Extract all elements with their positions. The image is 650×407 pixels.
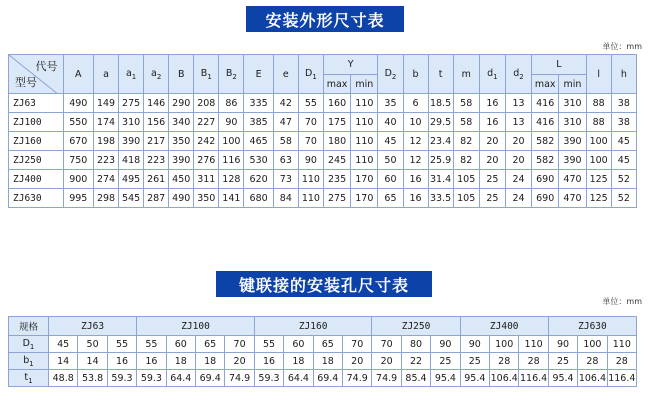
header-cell: $a_2$ [144,55,169,94]
value-cell: 38 [611,113,636,132]
model-label: ZJ400 [9,170,64,189]
header-cell: b [403,55,428,94]
value-cell: 116.4 [607,370,636,387]
value-cell: 86 [219,94,244,113]
header-y-sub: max [323,75,350,94]
value-cell: 175 [323,113,350,132]
value-cell: 29.5 [428,113,453,132]
header-cell: t [428,55,453,94]
header-l: L [532,55,587,75]
value-cell: 25 [479,170,505,189]
header-y-sub: min [351,75,378,94]
value-cell: 100 [586,151,611,170]
value-cell: 690 [532,189,559,208]
value-cell: 64.4 [166,370,195,387]
value-cell: 680 [244,189,273,208]
value-cell: 350 [169,132,194,151]
key-hole-table [8,316,637,387]
value-cell: 82 [453,151,479,170]
value-cell: 31.4 [428,170,453,189]
value-cell: 90 [219,113,244,132]
value-cell: 287 [144,189,169,208]
value-cell: 530 [244,151,273,170]
value-cell: 40 [378,113,403,132]
value-cell: 298 [94,189,119,208]
value-cell: 52 [611,170,636,189]
value-cell: 14 [78,353,107,370]
header-cell: e [273,55,298,94]
value-cell: 385 [244,113,273,132]
param-label: $t_1$ [9,370,49,387]
value-cell: 53.8 [78,370,107,387]
value-cell: 47 [273,113,298,132]
value-cell: 55 [298,94,323,113]
value-cell: 390 [559,151,586,170]
value-cell: 261 [144,170,169,189]
value-cell: 24 [505,189,531,208]
value-cell: 74.9 [225,370,254,387]
value-cell: 310 [559,94,586,113]
value-cell: 59.3 [137,370,166,387]
value-cell: 335 [244,94,273,113]
header-cell: E [244,55,273,94]
value-cell: 25.9 [428,151,453,170]
header-row [9,317,637,336]
value-cell: 59.3 [254,370,283,387]
value-cell: 70 [298,113,323,132]
value-cell: 390 [169,151,194,170]
value-cell: 55 [254,336,283,353]
value-cell: 100 [219,132,244,151]
value-cell: 70 [342,336,371,353]
value-cell: 110 [351,94,378,113]
model-header: ZJ63 [49,317,137,336]
value-cell: 20 [479,151,505,170]
value-cell: 110 [298,170,323,189]
value-cell: 16 [479,113,505,132]
value-cell: 45 [378,132,403,151]
value-cell: 16 [107,353,136,370]
value-cell: 70 [298,132,323,151]
value-cell: 38 [611,94,636,113]
value-cell: 74.9 [372,370,401,387]
value-cell: 90 [460,336,489,353]
value-cell: 16 [479,94,505,113]
value-cell: 73 [273,170,298,189]
value-cell: 495 [119,170,144,189]
table-row [9,336,637,353]
value-cell: 110 [298,189,323,208]
value-cell: 170 [351,189,378,208]
value-cell: 63 [273,151,298,170]
value-cell: 58 [453,113,479,132]
value-cell: 900 [63,170,94,189]
model-header: ZJ630 [548,317,636,336]
value-cell: 170 [351,170,378,189]
value-cell: 50 [78,336,107,353]
value-cell: 690 [532,170,559,189]
value-cell: 174 [94,113,119,132]
value-cell: 60 [378,170,403,189]
value-cell: 310 [119,113,144,132]
value-cell: 18 [166,353,195,370]
value-cell: 750 [63,151,94,170]
value-cell: 20 [505,132,531,151]
header-cell: $B_1$ [194,55,219,94]
value-cell: 276 [194,151,219,170]
value-cell: 13 [505,94,531,113]
value-cell: 416 [532,113,559,132]
value-cell: 13 [505,113,531,132]
value-cell: 65 [378,189,403,208]
value-cell: 6 [403,94,428,113]
value-cell: 20 [342,353,371,370]
header-l-sub: max [532,75,559,94]
header-cell: a [94,55,119,94]
value-cell: 20 [505,151,531,170]
value-cell: 465 [244,132,273,151]
model-label: ZJ630 [9,189,64,208]
value-cell: 90 [548,336,577,353]
value-cell: 80 [401,336,430,353]
value-cell: 50 [378,151,403,170]
table-row [9,132,637,151]
value-cell: 110 [519,336,548,353]
corner-top-label: 代号 [35,60,58,73]
model-header: ZJ400 [460,317,548,336]
value-cell: 582 [532,151,559,170]
model-label: ZJ160 [9,132,64,151]
value-cell: 545 [119,189,144,208]
value-cell: 340 [169,113,194,132]
value-cell: 59.3 [107,370,136,387]
value-cell: 70 [225,336,254,353]
value-cell: 25 [479,189,505,208]
table-row [9,113,637,132]
value-cell: 84 [273,189,298,208]
value-cell: 490 [169,189,194,208]
value-cell: 245 [323,151,350,170]
value-cell: 227 [194,113,219,132]
value-cell: 60 [284,336,313,353]
value-cell: 58 [453,94,479,113]
value-cell: 16 [137,353,166,370]
value-cell: 490 [63,94,94,113]
value-cell: 208 [194,94,219,113]
value-cell: 16 [403,170,428,189]
value-cell: 290 [169,94,194,113]
value-cell: 28 [490,353,519,370]
value-cell: 223 [94,151,119,170]
value-cell: 125 [586,170,611,189]
value-cell: 105 [453,170,479,189]
value-cell: 12 [403,132,428,151]
param-label: $b_1$ [9,353,49,370]
param-label: $D_1$ [9,336,49,353]
value-cell: 55 [137,336,166,353]
value-cell: 106.4 [578,370,607,387]
value-cell: 90 [431,336,460,353]
value-cell: 22 [401,353,430,370]
value-cell: 18 [284,353,313,370]
value-cell: 24 [505,170,531,189]
value-cell: 582 [532,132,559,151]
value-cell: 217 [144,132,169,151]
value-cell: 470 [559,189,586,208]
header-corner [9,55,64,94]
value-cell: 16 [254,353,283,370]
value-cell: 995 [63,189,94,208]
value-cell: 470 [559,170,586,189]
model-label: ZJ250 [9,151,64,170]
value-cell: 60 [166,336,195,353]
value-cell: 16 [403,189,428,208]
value-cell: 65 [195,336,224,353]
value-cell: 85.4 [401,370,430,387]
value-cell: 418 [119,151,144,170]
value-cell: 274 [94,170,119,189]
header-cell: A [63,55,94,94]
table2-title: 键联接的安装孔尺寸表 [216,271,432,297]
value-cell: 45 [611,132,636,151]
header-cell: h [611,55,636,94]
value-cell: 100 [490,336,519,353]
value-cell: 18 [313,353,342,370]
value-cell: 141 [219,189,244,208]
value-cell: 146 [144,94,169,113]
model-label: ZJ100 [9,113,64,132]
header-cell: $D_2$ [378,55,403,94]
value-cell: 82 [453,132,479,151]
value-cell: 35 [378,94,403,113]
value-cell: 416 [532,94,559,113]
dimensions-table [8,54,637,208]
value-cell: 311 [194,170,219,189]
value-cell: 242 [194,132,219,151]
value-cell: 128 [219,170,244,189]
value-cell: 70 [372,336,401,353]
value-cell: 28 [519,353,548,370]
value-cell: 310 [559,113,586,132]
value-cell: 88 [586,94,611,113]
value-cell: 58 [273,132,298,151]
value-cell: 390 [559,132,586,151]
value-cell: 116.4 [519,370,548,387]
table1-title: 安装外形尺寸表 [246,6,404,32]
value-cell: 45 [49,336,78,353]
value-cell: 116 [219,151,244,170]
value-cell: 52 [611,189,636,208]
value-cell: 65 [313,336,342,353]
value-cell: 110 [351,113,378,132]
value-cell: 25 [460,353,489,370]
table-row [9,170,637,189]
value-cell: 275 [323,189,350,208]
value-cell: 450 [169,170,194,189]
value-cell: 33.5 [428,189,453,208]
value-cell: 223 [144,151,169,170]
table-row [9,353,637,370]
value-cell: 198 [94,132,119,151]
value-cell: 670 [63,132,94,151]
value-cell: 45 [611,151,636,170]
value-cell: 620 [244,170,273,189]
table-row [9,151,637,170]
value-cell: 100 [586,132,611,151]
value-cell: 100 [578,336,607,353]
value-cell: 550 [63,113,94,132]
header-cell: $a_1$ [119,55,144,94]
value-cell: 14 [49,353,78,370]
header-cell: $D_1$ [298,55,323,94]
header-y: Y [323,55,378,75]
value-cell: 110 [351,132,378,151]
value-cell: 160 [323,94,350,113]
value-cell: 110 [351,151,378,170]
value-cell: 95.4 [548,370,577,387]
value-cell: 23.4 [428,132,453,151]
table-row [9,370,637,387]
value-cell: 88 [586,113,611,132]
value-cell: 28 [578,353,607,370]
model-header: ZJ100 [137,317,255,336]
value-cell: 10 [403,113,428,132]
model-header: ZJ250 [372,317,460,336]
table1-unit: 单位：mm [602,42,642,51]
table-row [9,94,637,113]
value-cell: 390 [119,132,144,151]
value-cell: 180 [323,132,350,151]
header-cell: B [169,55,194,94]
value-cell: 74.9 [342,370,371,387]
value-cell: 106.4 [490,370,519,387]
value-cell: 156 [144,113,169,132]
value-cell: 20 [225,353,254,370]
header-l-sub: min [559,75,586,94]
model-header: ZJ160 [254,317,372,336]
model-label: ZJ63 [9,94,64,113]
value-cell: 18 [195,353,224,370]
header-cell: $d_1$ [479,55,505,94]
value-cell: 125 [586,189,611,208]
table-row [9,189,637,208]
value-cell: 64.4 [284,370,313,387]
corner-bottom-label: 型号 [15,76,37,89]
header-cell: m [453,55,479,94]
spec-label: 规格 [9,317,49,336]
value-cell: 69.4 [195,370,224,387]
table2-unit: 单位：mm [602,297,642,306]
value-cell: 95.4 [431,370,460,387]
header-cell: l [586,55,611,94]
value-cell: 20 [479,132,505,151]
value-cell: 105 [453,189,479,208]
header-cell: $d_2$ [505,55,531,94]
value-cell: 275 [119,94,144,113]
value-cell: 235 [323,170,350,189]
value-cell: 28 [607,353,636,370]
value-cell: 110 [607,336,636,353]
value-cell: 20 [372,353,401,370]
value-cell: 350 [194,189,219,208]
value-cell: 95.4 [460,370,489,387]
value-cell: 42 [273,94,298,113]
value-cell: 12 [403,151,428,170]
value-cell: 18.5 [428,94,453,113]
value-cell: 149 [94,94,119,113]
value-cell: 69.4 [313,370,342,387]
header-cell: $B_2$ [219,55,244,94]
value-cell: 90 [298,151,323,170]
value-cell: 25 [431,353,460,370]
value-cell: 48.8 [49,370,78,387]
value-cell: 55 [107,336,136,353]
value-cell: 25 [548,353,577,370]
